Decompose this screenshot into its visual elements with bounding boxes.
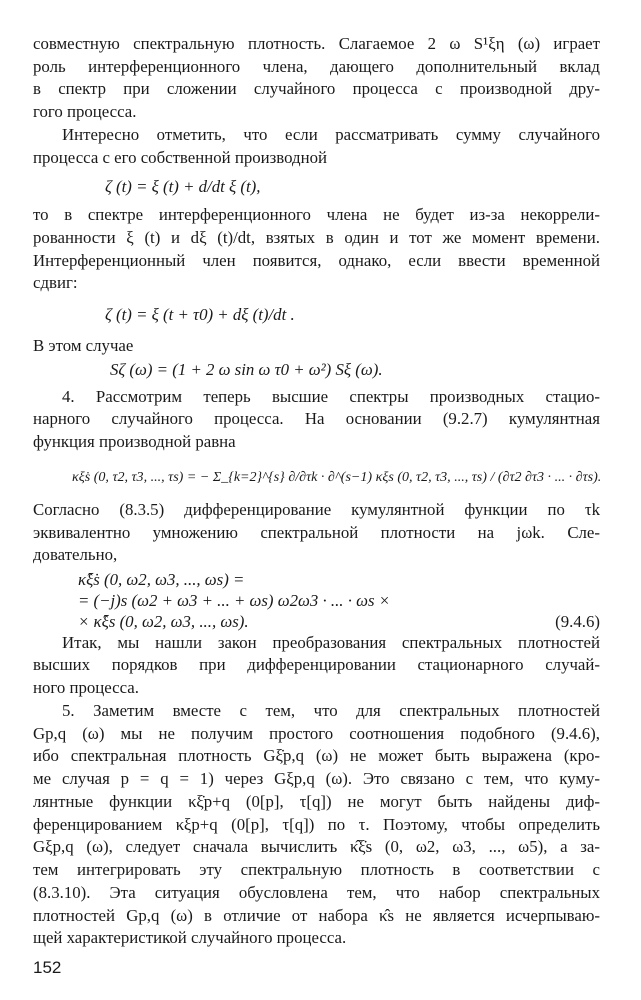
text-line: высших порядков при дифференцировании стационарного случай- [33, 655, 600, 675]
text-line: Интересно отметить, что если рассматривать сумму случайного [62, 124, 600, 144]
text-line: ме случая p = q = 1) через Gξp,q (ω). Это связано с тем, что куму- [33, 769, 600, 789]
equation-9-4-6-line3: × κ̂ξs (0, ω2, ω3, ..., ωs). [78, 611, 249, 631]
text-line: эквивалентно умножению спектральной плотности на jωk. Сле- [33, 522, 600, 542]
text-line: функция производной равна [33, 432, 236, 452]
text-line: совместную спектральную плотность. Слагаемое 2 ω S¹ξη (ω) играет [33, 34, 600, 53]
text-line: ибо спектральная плотность Gξ̇p,q (ω) не может быть выражена (кро- [33, 746, 600, 766]
text-line: роль интерференционного члена, дающего дополнительный вклад [33, 56, 600, 76]
text-line: гого процесса. [33, 102, 137, 122]
page-number: 152 [33, 958, 62, 977]
equation-zeta-shift: ζ (t) = ξ (t + τ0) + dξ (t)/dt . [105, 305, 295, 325]
text-line: процесса с его собственной производной [33, 147, 327, 167]
equation-9-4-6-line2: = (−j)s (ω2 + ω3 + ... + ωs) ω2ω3 · ... · ωs × [78, 590, 391, 610]
text-line: Интерференционный член появится, однако, если ввести временной [33, 250, 600, 270]
equation-number: (9.4.6) [555, 611, 600, 631]
text-line: ного процесса. [33, 678, 139, 698]
equation-spectrum: Sζ (ω) = (1 + 2 ω sin ω τ0 + ω²) Sξ (ω). [110, 360, 383, 380]
text-line: Итак, мы нашли закон преобразования спектральных плотностей [62, 632, 600, 652]
text-line: Согласно (8.3.5) дифференцирование кумулянтной функции по τk [33, 499, 600, 519]
text-line: (8.3.10). Эта ситуация обусловлена тем, что набор спектральных [33, 882, 600, 902]
text-line: Gp,q (ω) мы не получим простого соотношения подобного (9.4.6), [33, 723, 600, 743]
text-line: довательно, [33, 545, 118, 565]
text-line: лянтные функции κξ̇p+q (0[p], τ[q]) не могут быть найдены диф- [33, 791, 600, 811]
equation-cumulant-derivative: κξ̇s (0, τ2, τ3, ..., τs) = − Σ_{k=2}^{s} ∂/∂τk · ∂^(s−1) κξs (0, τ2, τ3, ..., τs) / (∂τ2 ∂τ3 · ... · ∂τs). [72, 468, 602, 485]
text-line: Gξp,q (ω), следует сначала вычислить κ̂ξ̇s (0, ω2, ω3, ..., ω5), а за- [33, 837, 600, 857]
text-line: то в спектре интерференционного члена не будет из-за некоррели- [33, 205, 600, 225]
text-line: нарного случайного процесса. На основании (9.2.7) кумулянтная [33, 409, 600, 429]
text-line: рованности ξ (t) и dξ (t)/dt, взятых в один и тот же момент времени. [33, 227, 600, 247]
text-line: плотностей Gp,q (ω) в отличие от набора κ̂s не является исчерпываю- [33, 905, 600, 925]
text-line: в спектр при сложении случайного процесса с производной дру- [33, 79, 600, 99]
text-line: В этом случае [33, 335, 134, 355]
text-line: 4. Рассмотрим теперь высшие спектры производных стацио- [62, 386, 600, 406]
text-line: щей характеристикой случайного процесса. [33, 928, 347, 948]
text-line: тем интегрировать эту спектральную плотность в соответствии с [33, 860, 600, 880]
equation-zeta-sum: ζ (t) = ξ (t) + d/dt ξ (t), [105, 176, 261, 196]
equation-9-4-6-line1: κ̂ξ̇s (0, ω2, ω3, ..., ωs) = [78, 569, 245, 589]
text-line: сдвиг: [33, 273, 78, 293]
text-line: 5. Заметим вместе с тем, что для спектральных плотностей [62, 700, 600, 720]
text-line: ференцированием κξp+q (0[p], τ[q]) по τ. Поэтому, чтобы определить [33, 814, 600, 834]
